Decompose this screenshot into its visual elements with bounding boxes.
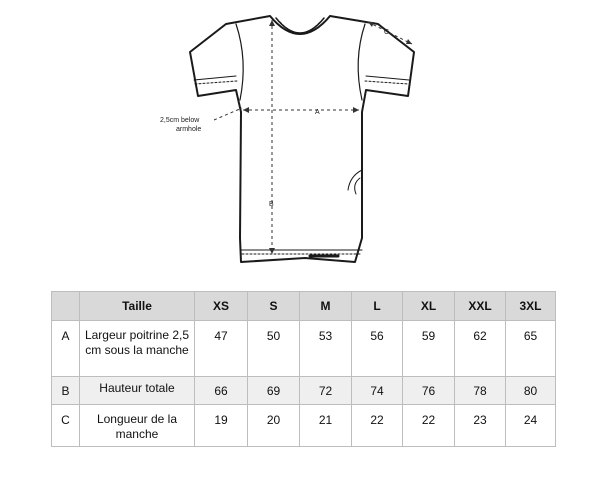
- cell-value: 50: [248, 321, 300, 377]
- cell-value: 80: [506, 377, 556, 405]
- cell-value: 74: [352, 377, 403, 405]
- header-size-xl: XL: [403, 292, 455, 321]
- row-id: C: [52, 405, 80, 447]
- cell-value: 22: [403, 405, 455, 447]
- arrow-a-left: [243, 107, 249, 113]
- cell-value: 53: [300, 321, 352, 377]
- row-id: B: [52, 377, 80, 405]
- cell-value: 56: [352, 321, 403, 377]
- table-row: [52, 377, 556, 405]
- cell-value: 65: [506, 321, 556, 377]
- cell-value: 22: [352, 405, 403, 447]
- cell-value: 69: [248, 377, 300, 405]
- table-row: [52, 321, 556, 377]
- right-sleeve-hem: [366, 76, 409, 80]
- fold-lines: [348, 170, 362, 194]
- cell-value: 23: [455, 405, 506, 447]
- cell-value: 47: [195, 321, 248, 377]
- cell-value: 76: [403, 377, 455, 405]
- note-line-2: armhole: [176, 126, 202, 133]
- label-b: B: [269, 201, 274, 208]
- label-c: C: [384, 29, 390, 36]
- size-chart-table: [51, 291, 556, 447]
- arrow-b-bottom: [269, 248, 275, 254]
- measure-c-line: [368, 22, 412, 44]
- left-sleeve-stitch: [195, 81, 237, 84]
- cell-value: 59: [403, 321, 455, 377]
- table-row: [52, 405, 556, 447]
- cell-value: 20: [248, 405, 300, 447]
- header-size-m: M: [300, 292, 352, 321]
- left-armhole: [236, 24, 243, 100]
- header-size-s: S: [248, 292, 300, 321]
- note-leader: [214, 108, 242, 120]
- note-line-1: 2,5cm below: [160, 117, 200, 124]
- cell-value: 78: [455, 377, 506, 405]
- row-label: Longueur de la manche: [80, 405, 195, 447]
- tshirt-outline: [190, 16, 414, 262]
- left-sleeve-hem: [194, 76, 236, 80]
- right-sleeve-stitch: [365, 81, 408, 84]
- table-header-row: [52, 292, 556, 321]
- arrow-a-right: [353, 107, 359, 113]
- cell-value: 24: [506, 405, 556, 447]
- cell-value: 19: [195, 405, 248, 447]
- header-size-3xl: 3XL: [506, 292, 556, 321]
- right-armhole: [358, 24, 365, 100]
- header-size-xs: XS: [195, 292, 248, 321]
- row-label: Hauteur totale: [80, 377, 195, 405]
- header-corner: [52, 292, 80, 321]
- cell-value: 21: [300, 405, 352, 447]
- arrow-c-start: [368, 22, 374, 27]
- cell-value: 72: [300, 377, 352, 405]
- label-a: A: [315, 109, 320, 116]
- header-size-label: Taille: [80, 292, 195, 321]
- cell-value: 66: [195, 377, 248, 405]
- cell-value: 62: [455, 321, 506, 377]
- header-size-xxl: XXL: [455, 292, 506, 321]
- row-id: A: [52, 321, 80, 377]
- row-label: Largeur poitrine 2,5 cm sous la manche: [80, 321, 195, 377]
- header-size-l: L: [352, 292, 403, 321]
